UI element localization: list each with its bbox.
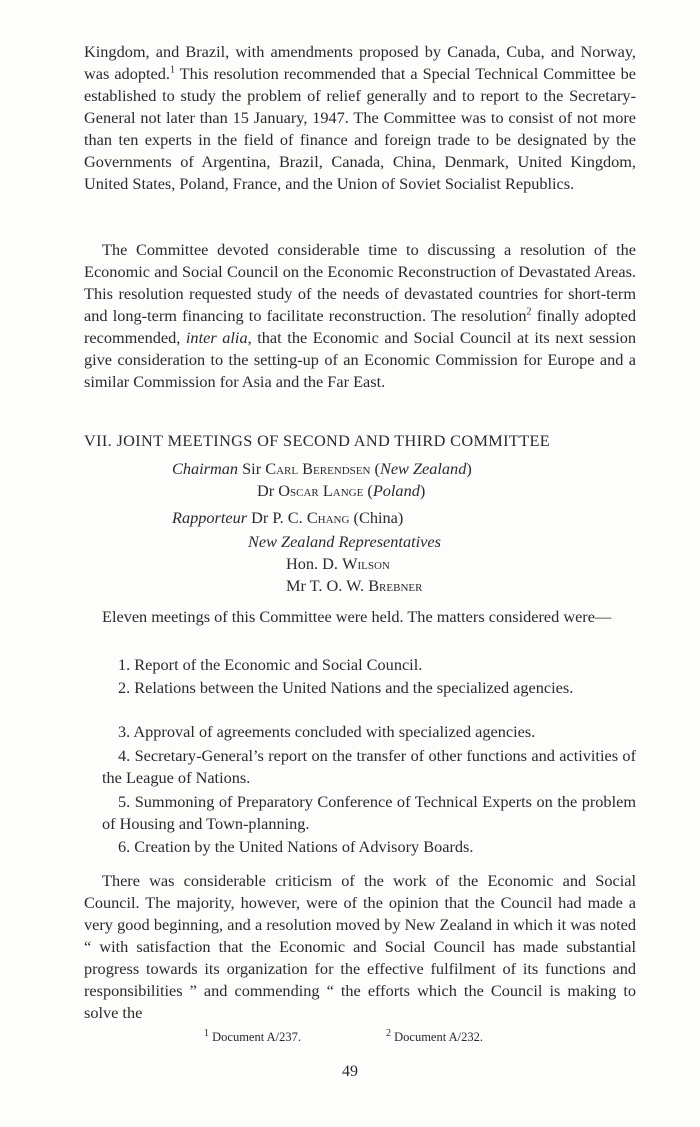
chairman-title: Dr (257, 481, 275, 500)
chairman-line-2: Dr Oscar Lange (Poland) (257, 481, 426, 500)
paragraph-text: This resolution recommended that a Special Technical Committee be established to study the problem of relief generally and to report to the Secretary-General not later than 15 January, 1947. The Committee was to consist of not more than ten experts in the field of finance and foreign trade to be designated by the Governments of Argentina, Brazil, Canada, China, Denmark, United Kingdom, United States, Poland, France, and the Union of Soviet Socialist Republics. (84, 64, 636, 193)
chairman-name: Carl Berendsen (265, 459, 371, 478)
list-item-1 (102, 654, 636, 676)
list-item-text: 3. Approval of agreements concluded with specialized agencies. (118, 722, 536, 741)
footnote-mark: 2 (386, 1027, 391, 1039)
page-number: 49 (342, 1063, 358, 1080)
list-item-2 (102, 677, 636, 699)
paragraph-meetings: Eleven meetings of this Committee were held. The matters considered were— (102, 607, 612, 626)
paragraph-text: Kingdom, and Brazil, with amendments proposed by Canada, Cuba, and Norway, was adopted. (84, 42, 636, 83)
rapporteur-label: Rapporteur (172, 508, 248, 527)
chairman-country: New Zealand (379, 459, 467, 478)
list-item-text: 6. Creation by the United Nations of Advisory Boards. (118, 837, 474, 856)
representative-name: Wilson (342, 554, 390, 573)
rapporteur-title: Dr P. C. (251, 508, 303, 527)
list-item-4 (102, 745, 636, 789)
footnote-ref-1: 1 (169, 64, 175, 76)
list-item-text: 1. Report of the Economic and Social Council. (118, 655, 423, 674)
list-item-5 (102, 791, 636, 835)
section-heading: VII. JOINT MEETINGS OF SECOND AND THIRD COMMITTEE (84, 431, 551, 450)
rapporteur-country: (China) (353, 508, 404, 527)
list-item-text: 4. Secretary-General’s report on the transfer of other functions and activities of the League of Nations. (102, 746, 636, 787)
chairman-title: Sir (242, 459, 262, 478)
representative-1 (286, 553, 390, 575)
footnote-ref-2: 2 (526, 306, 532, 318)
paragraph-text: The Committee devoted considerable time to discussing a resolution of the Economic and Social Council on the Economic Reconstruction of Devastated Areas. This resolution requested study of the needs of devastated countries for short-term and long-term financing to facilitate reconstruction. The resolution (84, 240, 636, 325)
chairman-country: Poland (372, 481, 420, 500)
list-item-text: 5. Summoning of Preparatory Conference of Technical Experts on the problem of Housing and Town-planning. (102, 792, 636, 833)
footnote-text: Document A/237. (209, 1030, 302, 1044)
representative-title: Hon. D. (286, 554, 339, 573)
footnote-2 (386, 1029, 483, 1045)
chairman-name: Oscar Lange (278, 481, 364, 500)
list-item-3 (102, 721, 636, 743)
paragraph-relief-resolution (84, 41, 636, 195)
representative-2 (286, 575, 422, 597)
representatives-label: New Zealand Representatives (248, 532, 441, 551)
paragraph-text: finally adopted recommended, (84, 306, 636, 347)
list-item-text: 2. Relations between the United Nations and the specialized agencies. (118, 678, 574, 697)
footnote-1 (204, 1029, 301, 1045)
paragraph-criticism: There was considerable criticism of the work of the Economic and Social Council. The majority, however, were of the opinion that the Council had made a very good beginning, and a resolution moved by New Zealand in which it was noted “ with satisfaction that the Economic and Social Council has made substantial progress towards its organization for the effective fulfilment of its functions and responsibilities ” and commending “ the efforts which the Council is making to solve the (84, 871, 636, 1022)
footnote-text: Document A/232. (391, 1030, 484, 1044)
italic-phrase: inter alia (185, 328, 248, 347)
representative-title: Mr T. O. W. (286, 576, 365, 595)
rapporteur-line (172, 507, 403, 529)
representative-name: Brebner (368, 576, 423, 595)
footnote-mark: 1 (204, 1027, 209, 1039)
rapporteur-name: Chang (306, 508, 350, 527)
chairman-line-1: Chairman Sir Carl Berendsen (New Zealand) (172, 459, 472, 478)
chairman-label: Chairman (172, 459, 239, 478)
list-item-6 (102, 836, 636, 858)
paragraph-devastated-areas (84, 239, 636, 393)
paragraph-text: , that the Economic and Social Council at its next session give consideration to the setting-up of an Economic Commission for Europe and a similar Commission for Asia and the Far East. (84, 328, 637, 391)
